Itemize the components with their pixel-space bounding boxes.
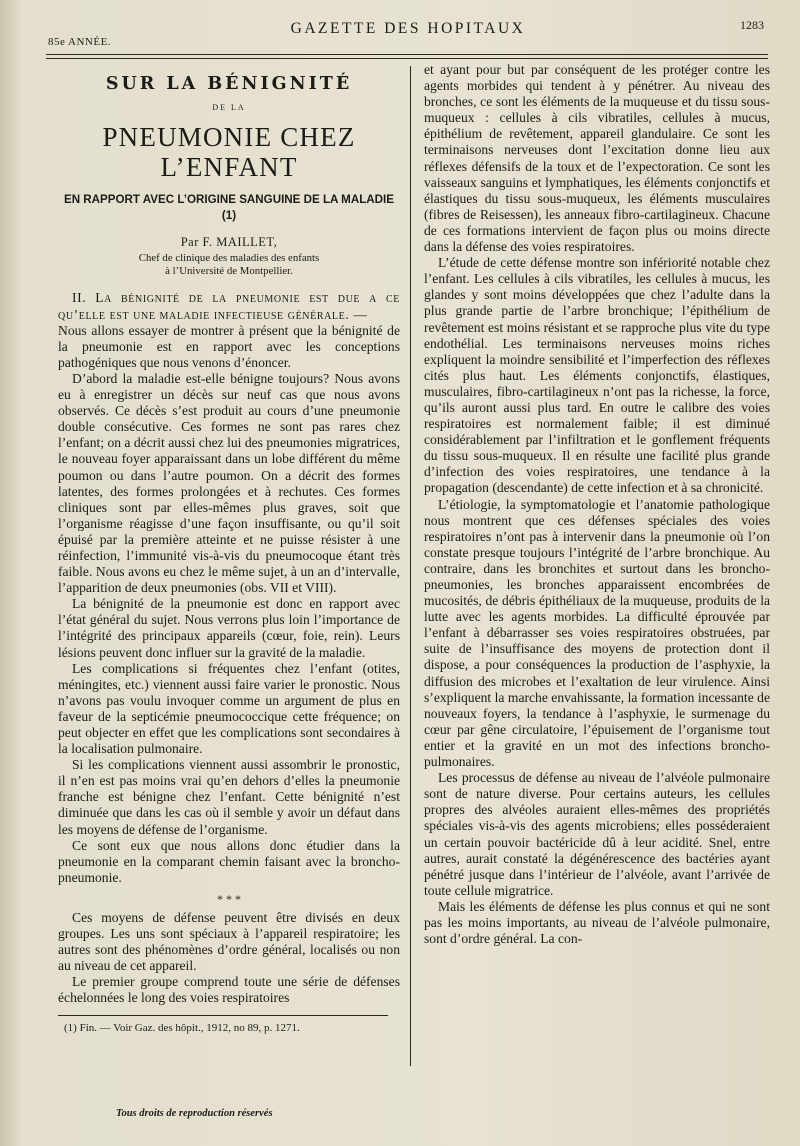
affiliation-line: Chef de clinique des maladies des enfants xyxy=(138,252,320,265)
footnote: (1) Fin. — Voir Gaz. des hôpit., 1912, no 89, p. 1271. xyxy=(64,1021,300,1034)
left-column xyxy=(58,72,400,1035)
article-title-main: PNEUMONIE CHEZ L’ENFANT xyxy=(102,122,356,183)
footnote-rule xyxy=(58,1015,388,1016)
page-number: 1283 xyxy=(740,18,764,32)
paragraph: Mais les éléments de défense les plus connus et qui ne sont pas les moins importants, au niveau de l’alvéole pulmonaire, sont d’ordre général. La con- xyxy=(424,898,770,947)
paragraph: Les processus de défense au niveau de l’alvéole pulmonaire sont de nature diverse. Pour certains auteurs, les cellules propres des alvéoles auraient elles-mêmes des propriétés spéciales vis-à-vis des agents microbiens; elles posséderaient un certain pouvoir bactéricide dû à leur acidité. Snel, entre autres, aurait constaté la dégénérescence des bactéries ayant pénétré jusque dans l’intérieur de l’alvéole, avant l’arrivée de toute cellule migratrice. xyxy=(424,770,770,898)
rights-notice: Tous droits de reproduction réservés xyxy=(116,1108,273,1119)
paragraph: Ce sont eux que nous allons donc étudier dans la pneumonie en la comparant chemin faisant avec la broncho-pneumonie. xyxy=(58,837,400,885)
paragraph: L’étude de cette défense montre son infériorité notable chez l’enfant. Les cellules à cils vibratiles, les cellules à mucus, les glandes y sont moins développées que chez l’adulte dans la plus grande partie de l’arbre bronchique; l’épithélium de revêtement est moins résistant et se rapproche plus vite du type endothélial. Les terminaisons nerveuses moins riches expliquent la moindre sensibilité et l’imperfection des réflexes cités plus haut. Les éléments conjonctifs, élastiques, musculaires, fibro-cartilagineux n’ont pas la richesse, la force, qu’ils auront aussi plus tard. En outre le calibre des voies respiratoires est normalement faible; il est diminué considérablement par l’infiltration et le gonflement fréquents du tissu sous-muqueux. Il en résulte une facilité plus grande d’infection des voies respiratoires, une tendance à la propagation (descendante) de cette infection et à sa chronicité. xyxy=(424,255,770,496)
author-affiliation xyxy=(58,252,400,278)
paragraph: D’abord la maladie est-elle bénigne toujours? Nous avons eu à enregistrer un décès sur neuf cas que nous avons observés. Ce décès s’est produit au cours d’une pneumonie double consécutive. Ces formes ne sont pas rares chez l’enfant; on a décrit aussi chez lui des pneumonies migratrices, le nouveau foyer apparaissant dans un lobe différent du même poumon ou dans l’autre poumon. On a décrit des formes latentes, des formes prolongées et à rechutes. Ces formes cliniques sont par elles-mêmes plus graves, soit que l’organisme réagisse d’une façon insuffisante, ou qu’il soit épuisé par la première atteinte et ne puisse résister à une réinfection, l’immunité vis-à-vis du pneumocoque étant très faible. Nous avons eu chez le même sujet, à un an d’intervalle, l’apparition de deux pneumonies (obs. VII et VIII). xyxy=(58,370,400,596)
section-separator: * * * xyxy=(217,891,241,906)
author-line: Par F. MAILLET, xyxy=(180,235,278,250)
journal-title: GAZETTE DES HOPITAUX xyxy=(290,20,526,37)
affiliation-line: à l’Université de Montpellier. xyxy=(165,265,293,278)
paragraph: Ces moyens de défense peuvent être divisés en deux groupes. Les uns sont spéciaux à l’appareil respiratoire; les autres sont des phénomènes d’ordre général, localisés ou non au niveau de cet appareil. xyxy=(58,909,400,974)
volume-year: 85e ANNÉE. xyxy=(48,36,112,48)
article-title-line1: SUR LA BÉNIGNITÉ xyxy=(105,74,353,94)
right-column xyxy=(424,62,770,947)
column-divider xyxy=(410,66,411,1066)
paragraph: Les complications si fréquentes chez l’enfant (otites, méningites, etc.) viennent aussi faire varier le pronostic. Nous n’avons pas voulu invoquer comme un argument de plus en faveur de la septicémie pneumococcique cette fréquence; on peut objecter en effet que les complications sont secondaires à la localisation pulmonaire. xyxy=(58,660,400,757)
paragraph: Le premier groupe comprend toute une série de défenses échelonnées le long des voies respiratoires xyxy=(58,974,400,1006)
paragraph: Si les complications viennent aussi assombrir le pronostic, il n’en est pas moins vrai qu’en dehors d’elles la pneumonie franche est bénigne chez l’enfant. Cette bénignité n’est diminuée que dans les cas où il semble y avoir un défaut dans les moyens de défense de l’organisme. xyxy=(58,757,400,837)
paragraph: Nous allons essayer de montrer à présent que la bénignité de la pneumonie est en rapport avec les conceptions pathogéniques que nous venons d’énoncer. xyxy=(58,322,400,370)
header-rule-thick xyxy=(46,54,768,55)
paragraph: L’étiologie, la symptomatologie et l’anatomie pathologique nous montrent que ces défenses spéciales des voies respiratoires n’ont pas à intervenir dans la pneumonie où l’on constate presque toujours l’intégrité de l’arbre bronchique. Au contraire, dans les bronchites et surtout dans les broncho-pneumonies, les bronches apparaissent encombrées de mucosités, de débris épithéliaux de la muqueuse, produits de la lutte avec les agents morbides. La difficulté éprouvée par l’enfant à débarrasser ses voies respiratoires obstruées, par suite de l’insuffisance des moyens de protection dont il dispose, a pour conséquences la production de l’asphyxie, la diffusion des microbes et l’exaltation de leur virulence. Ainsi s’expliquent la marche envahissante, la formation incessante de nouveaux foyers, la tendance à l’asphyxie, le surmenage du cœur par gêne circulatoire, l’épuisement de l’organisme tout entier et la gravité en un mot des infections broncho-pulmonaires. xyxy=(424,496,770,770)
page-header xyxy=(48,18,768,54)
paragraph: et ayant pour but par conséquent de les protéger contre les agents morbides qui tendent à y pénétrer. Au niveau des bronches, ce sont les éléments de la muqueuse et du tissu sous-muqueux : cellules à cils vibratiles, cellules à mucus, épithélium de revêtement, appareil glandulaire. Ce sont les terminaisons nerveuses dont l’excitation donne lieu aux réflexes défensifs de la toux et de l’expectoration. Ce sont les vaisseaux sanguins et lymphatiques, les éléments conjonctifs et élastiques du tissu sous-muqueux, les éléments musculaires (fibres de Reisessen), les anneaux fibro-cartilagineux. Chacune de ces formations intervient de façon plus ou moins directe dans la défense des voies respiratoires. xyxy=(424,62,770,255)
header-rule-thin xyxy=(46,58,768,59)
paragraph: La bénignité de la pneumonie est donc en rapport avec l’état général du sujet. Nous verrons plus loin l’importance de l’intégrité des principaux appareils (cœur, foie, rein). Leurs lésions peuvent donc influer sur la gravité de la maladie. xyxy=(58,596,400,660)
article-title-line2: DE LA xyxy=(212,103,246,113)
article-subtitle: EN RAPPORT AVEC L’ORIGINE SANGUINE DE LA MALADIE (1) xyxy=(63,193,394,223)
section-heading: II. La bénignité de la pneumonie est due a ce qu’elle est une maladie infectieuse générale. — xyxy=(58,290,400,322)
